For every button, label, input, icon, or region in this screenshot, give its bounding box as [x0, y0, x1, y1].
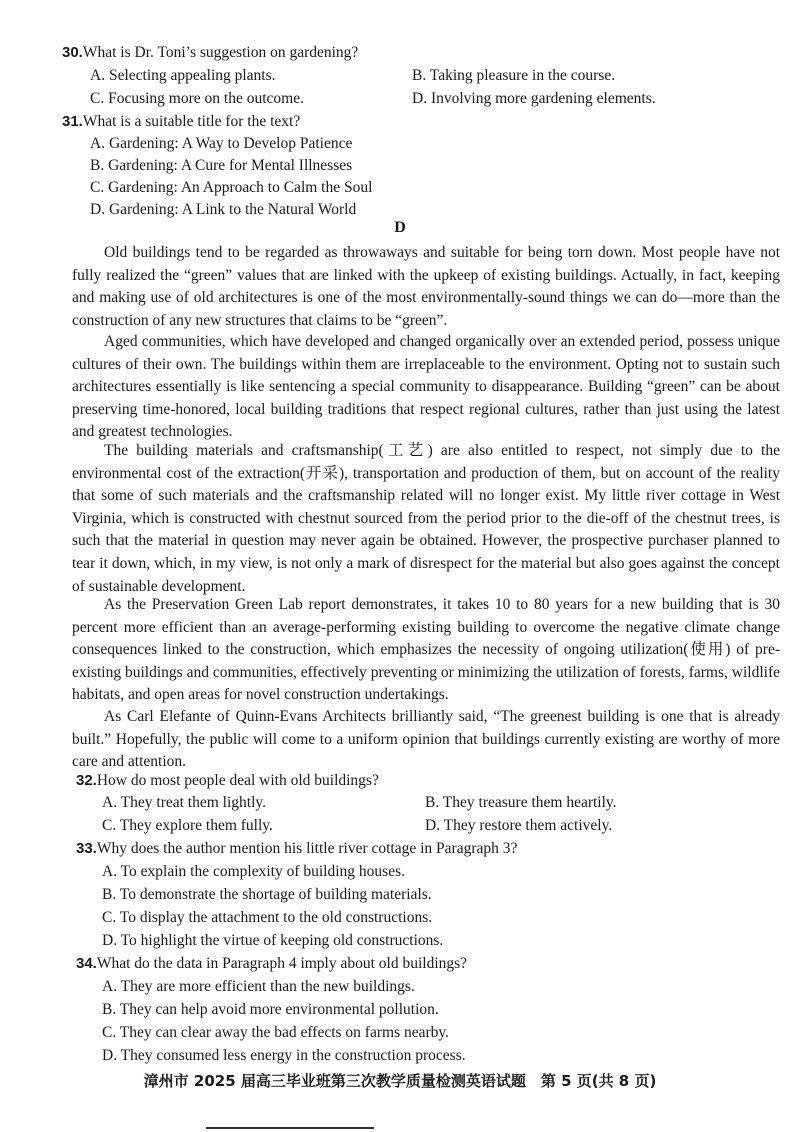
question-text: What do the data in Paragraph 4 imply about old buildings?	[96, 955, 468, 972]
option-c: C. Gardening: An Approach to Calm the Soul	[90, 179, 373, 196]
passage-paragraph-4: As the Preservation Green Lab report demonstrates, it takes 10 to 80 years for a new building that is 30 percent more efficient than an average-performing existing building to overcome the negative climate change consequences linked to the construction, which emphasizes the necessity of ongoing utilization(使用) of pre-existing buildings and communities, effectively preventing or minimizing the utilization of forests, farms, wildlife habitats, and open areas for novel construction undertakings.	[72, 596, 780, 704]
option-d: D. To highlight the virtue of keeping old constructions.	[102, 932, 444, 949]
option-d: D. Involving more gardening elements.	[412, 90, 656, 107]
option-a: A. Selecting appealing plants.	[90, 67, 276, 84]
question-number: 32.	[76, 772, 97, 789]
question-text: What is Dr. Toni’s suggestion on gardening?	[82, 44, 359, 61]
option-a: A. To explain the complexity of building houses.	[102, 863, 405, 880]
question-number: 30.	[62, 44, 83, 61]
section-heading: D	[394, 219, 406, 236]
footer-divider	[206, 1127, 374, 1129]
option-b: B. They treasure them heartily.	[425, 794, 617, 811]
question-33	[76, 838, 517, 860]
option-d: D. They restore them actively.	[425, 817, 613, 834]
option-b: B. Gardening: A Cure for Mental Illnesses	[90, 157, 353, 174]
option-c: C. Focusing more on the outcome.	[90, 90, 304, 107]
question-34	[76, 953, 467, 975]
question-text: Why does the author mention his little river cottage in Paragraph 3?	[96, 840, 518, 857]
option-c: C. They can clear away the bad effects on farms nearby.	[102, 1024, 450, 1041]
option-d: D. They consumed less energy in the construction process.	[102, 1047, 466, 1064]
question-number: 31.	[62, 113, 83, 130]
question-32	[76, 770, 379, 792]
question-number: 33.	[76, 840, 97, 857]
question-31	[62, 111, 300, 133]
option-a: A. They are more efficient than the new buildings.	[102, 978, 415, 995]
option-b: B. Taking pleasure in the course.	[412, 67, 616, 84]
option-c: C. They explore them fully.	[102, 817, 273, 834]
passage-paragraph-1: Old buildings tend to be regarded as throwaways and suitable for being torn down. Most people have not fully realized the “green” values that are linked with the upkeep of existing buildings. Actually, in fact, keeping and making use of old architectures is one of the most environmentally-sound things we can do—more than the construction of any new structures that claims to be “green”.	[72, 244, 780, 329]
question-text: What is a suitable title for the text?	[82, 113, 301, 130]
question-number: 34.	[76, 955, 97, 972]
option-a: A. Gardening: A Way to Develop Patience	[90, 135, 353, 152]
option-b: B. To demonstrate the shortage of building materials.	[102, 886, 432, 903]
page-footer: 漳州市 2025 届高三毕业班第三次教学质量检测英语试题 第 5 页(共 8 页)	[143, 1072, 657, 1090]
option-d: D. Gardening: A Link to the Natural World	[90, 201, 357, 218]
option-c: C. To display the attachment to the old constructions.	[102, 909, 433, 926]
option-b: B. They can help avoid more environmental pollution.	[102, 1001, 439, 1018]
passage-paragraph-5: As Carl Elefante of Quinn-Evans Architects brilliantly said, “The greenest building is one that is already built.” Hopefully, the public will come to a uniform opinion that buildings currently existing are worthy of more care and attention.	[72, 708, 780, 771]
passage-paragraph-2: Aged communities, which have developed and changed organically over an extended period, possess unique cultures of their own. The buildings within them are irreplaceable to the environment. Opting not to sustain such architectures essentially is like sentencing a special community to disappearance. Building “green” can be about preserving time-honored, local building traditions that respect regional cultures, rather than just using the latest and greatest technologies.	[72, 333, 780, 441]
question-text: How do most people deal with old buildings?	[96, 772, 379, 789]
question-30	[62, 42, 358, 64]
passage-paragraph-3: The building materials and craftsmanship(工艺) are also entitled to respect, not simply due to the environmental cost of the extraction(开采), transportation and production of them, but on account of the reality that some of such materials and the craftsmanship related will no longer exist. My little river cottage in West Virginia, which is constructed with chestnut sourced from the period prior to the die-off of the chestnut trees, is such that the material in question may never again be obtained. However, the prospective purchaser planned to tear it down, which, in my view, is not only a mark of disrespect for the material but also goes against the concept of sustainable development.	[72, 442, 780, 595]
option-a: A. They treat them lightly.	[102, 794, 267, 811]
